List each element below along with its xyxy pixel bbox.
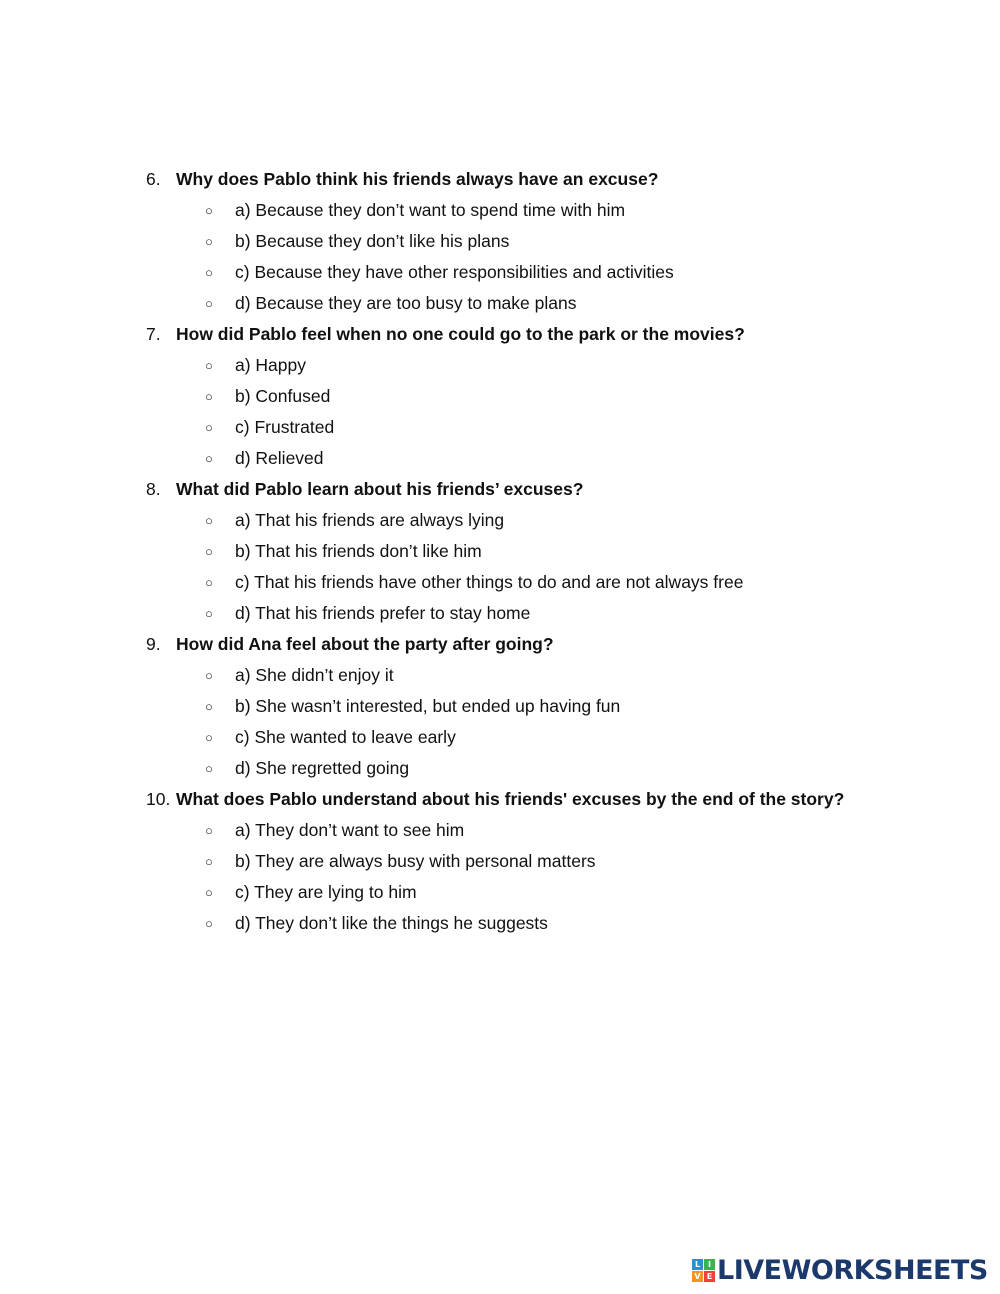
hollow-circle-bullet-icon: ○ (205, 265, 213, 280)
hollow-circle-bullet-icon: ○ (205, 544, 213, 559)
answer-option (0, 505, 1000, 536)
logo-block-l: L (692, 1259, 703, 1270)
question-text: How did Ana feel about the party after going? (176, 634, 554, 654)
answer-option-text: b) They are always busy with personal matters (235, 851, 596, 871)
answer-option-text: b) That his friends don’t like him (235, 541, 482, 561)
answer-option-text: a) Because they don’t want to spend time with him (235, 200, 626, 220)
question-8 (0, 474, 1000, 505)
logo-block-v: V (692, 1271, 703, 1282)
hollow-circle-bullet-icon: ○ (205, 854, 213, 869)
liveworksheets-logo (692, 1254, 988, 1286)
hollow-circle-bullet-icon: ○ (205, 823, 213, 838)
answer-option (0, 877, 1000, 908)
answer-option-text: d) That his friends prefer to stay home (235, 603, 531, 623)
answer-option-text: d) She regretted going (235, 758, 410, 778)
answer-option (0, 226, 1000, 257)
answer-option (0, 567, 1000, 598)
hollow-circle-bullet-icon: ○ (205, 699, 213, 714)
answer-option-text: c) She wanted to leave early (235, 727, 456, 747)
quiz-question-list (0, 164, 1000, 939)
answer-option (0, 908, 1000, 939)
question-text: What did Pablo learn about his friends’ excuses? (176, 479, 584, 499)
question-number: 7. (146, 324, 161, 344)
answer-option-text: d) Because they are too busy to make plans (235, 293, 577, 313)
question-number: 9. (146, 634, 161, 654)
answer-option-text: d) They don’t like the things he suggests (235, 913, 548, 933)
answer-option (0, 722, 1000, 753)
hollow-circle-bullet-icon: ○ (205, 668, 213, 683)
hollow-circle-bullet-icon: ○ (205, 358, 213, 373)
hollow-circle-bullet-icon: ○ (205, 606, 213, 621)
answer-option (0, 815, 1000, 846)
answer-option (0, 195, 1000, 226)
answer-option-text: c) That his friends have other things to do and are not always free (235, 572, 744, 592)
answer-option-text: c) They are lying to him (235, 882, 417, 902)
hollow-circle-bullet-icon: ○ (205, 885, 213, 900)
answer-option (0, 598, 1000, 629)
logo-block-e: E (704, 1271, 715, 1282)
hollow-circle-bullet-icon: ○ (205, 761, 213, 776)
question-text: Why does Pablo think his friends always have an excuse? (176, 169, 659, 189)
answer-option (0, 443, 1000, 474)
answer-option-text: c) Because they have other responsibilities and activities (235, 262, 674, 282)
answer-option-text: c) Frustrated (235, 417, 335, 437)
hollow-circle-bullet-icon: ○ (205, 420, 213, 435)
answer-option-text: d) Relieved (235, 448, 324, 468)
question-10 (0, 784, 1000, 815)
hollow-circle-bullet-icon: ○ (205, 389, 213, 404)
question-number: 10. (146, 789, 171, 809)
answer-option-text: b) She wasn’t interested, but ended up having fun (235, 696, 621, 716)
question-number: 6. (146, 169, 161, 189)
question-9 (0, 629, 1000, 660)
hollow-circle-bullet-icon: ○ (205, 203, 213, 218)
answer-option (0, 536, 1000, 567)
question-text: What does Pablo understand about his friends' excuses by the end of the story? (176, 789, 845, 809)
answer-option-text: b) Confused (235, 386, 331, 406)
answer-option (0, 381, 1000, 412)
question-6 (0, 164, 1000, 195)
answer-option-text: a) They don’t want to see him (235, 820, 465, 840)
answer-option-text: b) Because they don’t like his plans (235, 231, 510, 251)
question-number: 8. (146, 479, 161, 499)
answer-option (0, 350, 1000, 381)
hollow-circle-bullet-icon: ○ (205, 916, 213, 931)
answer-option (0, 753, 1000, 784)
hollow-circle-bullet-icon: ○ (205, 296, 213, 311)
answer-option (0, 846, 1000, 877)
answer-option (0, 691, 1000, 722)
answer-option (0, 412, 1000, 443)
answer-option-text: a) She didn’t enjoy it (235, 665, 394, 685)
answer-option (0, 660, 1000, 691)
logo-block-i: I (704, 1259, 715, 1270)
logo-wordmark: LIVEWORKSHEETS (717, 1254, 988, 1286)
answer-option-text: a) Happy (235, 355, 307, 375)
answer-option (0, 257, 1000, 288)
hollow-circle-bullet-icon: ○ (205, 730, 213, 745)
hollow-circle-bullet-icon: ○ (205, 451, 213, 466)
hollow-circle-bullet-icon: ○ (205, 513, 213, 528)
answer-option-text: a) That his friends are always lying (235, 510, 505, 530)
question-text: How did Pablo feel when no one could go to the park or the movies? (176, 324, 745, 344)
logo-blocks-icon (692, 1259, 715, 1282)
answer-option (0, 288, 1000, 319)
hollow-circle-bullet-icon: ○ (205, 575, 213, 590)
question-7 (0, 319, 1000, 350)
hollow-circle-bullet-icon: ○ (205, 234, 213, 249)
